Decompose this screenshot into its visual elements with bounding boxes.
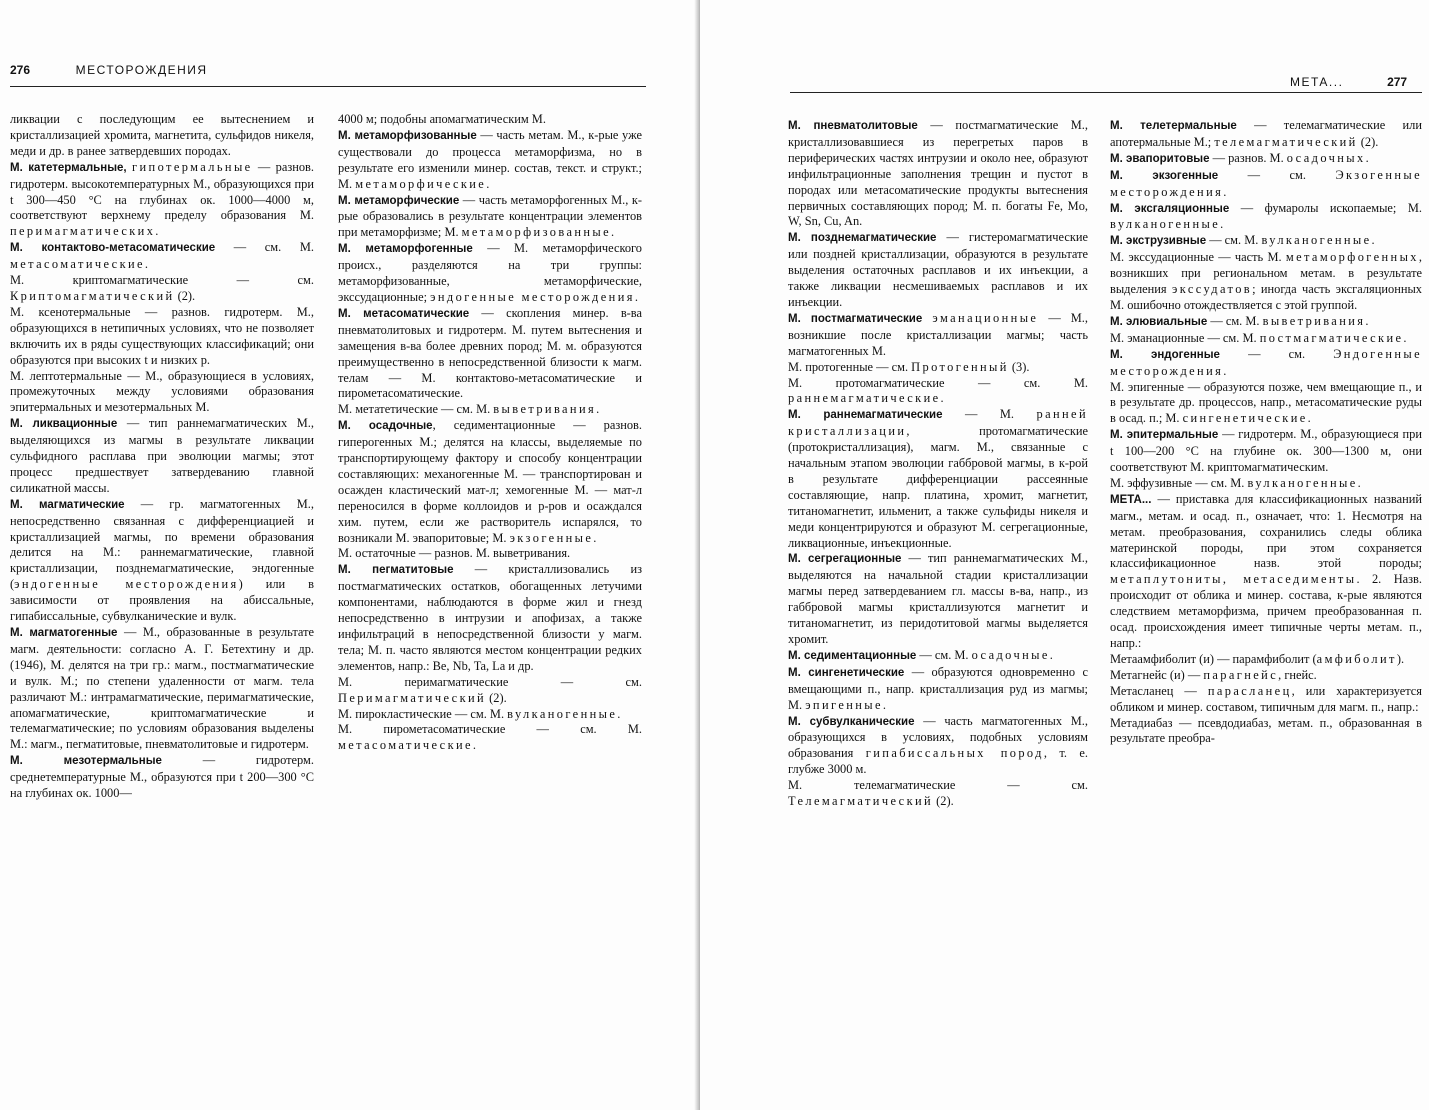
entry-crossref: метасоматические. <box>338 738 479 753</box>
right-page-header <box>1290 74 1407 89</box>
entry-text: — образуются одновременно с вмещающими п., напр. кристаллизация руд из магмы; М. <box>788 664 1088 712</box>
entry-text: — гидротерм. М., образующиеся при t 100—200 °С на глубине ок. 300—1300 м, они соответствуют М. криптомагматическим. <box>1110 427 1422 475</box>
dictionary-entry <box>1110 652 1422 668</box>
dictionary-entry <box>1110 427 1422 476</box>
entry-text: — тип раннемагматических М., выделяющихся из магмы в результате ликвации сульфидного расплава при эволюции магмы; этот процесс предшествует затвердеванию главной силикатной массы. <box>10 416 314 495</box>
entry-text: М. экссудационные — часть М. <box>1110 250 1286 265</box>
entry-crossref: эманационные <box>932 310 1039 325</box>
entry-headword: М. сингенетические <box>788 666 905 679</box>
entry-text: — скопления минер. в-ва пневматолитовых и гидротерм. М. путем вытеснения и замещения в-ва более древних пород; М. м. образуются преимущественно в непосредственной близости к магм. телам — М. контактово-метасоматические и пирометасоматические. <box>338 305 642 401</box>
entry-text: , протомагматические (протокристаллизация), магм. М., связанные с начальным этапом эволюции габбровой магмы, в к-рой в результате дифференциации рассеянные составляющие, напр. платина, хромит, магнетит, титаномагнетит, ильменит, а также сульфиды никеля и меди концентрируются и образуют М. сегрегационные, ликвационные, инъекционные. <box>788 424 1088 550</box>
entry-headword: М. контактово-метасоматические <box>10 242 216 255</box>
entry-text: ; иногда часть эксгаляционных М. ошибочно отождествляется с этой группой. <box>1110 282 1422 312</box>
entry-text: — см. М. <box>1207 313 1263 328</box>
dictionary-entry <box>10 416 314 497</box>
entry-text: , т. е. глубже 3000 м. <box>788 746 1088 777</box>
entry-text: Метасланец — <box>1110 683 1208 698</box>
entry-crossref: выветривания. <box>493 402 602 417</box>
entry-text: М. криптомагматические — см. <box>10 273 314 288</box>
entry-headword: М. позднемагматические <box>788 232 937 245</box>
dictionary-entry <box>1110 380 1422 428</box>
entry-text: М. остаточные — разнов. М. выветривания. <box>338 546 571 561</box>
entry-text: М. перимагматические — см. <box>338 674 642 689</box>
dictionary-entry <box>10 753 314 802</box>
entry-crossref: Перимагматический <box>338 690 487 705</box>
entry-headword: М. ликвационные <box>10 418 118 431</box>
entry-headword: М. метаморфогенные <box>338 243 473 256</box>
entry-headword: МЕТА... <box>1110 493 1152 506</box>
entry-text: 4000 м; подобны апомагматическим М. <box>338 112 546 126</box>
dictionary-entry <box>10 273 314 305</box>
entry-crossref: эпигенные. <box>805 697 889 712</box>
dictionary-entry <box>10 112 314 160</box>
dictionary-entry <box>10 305 314 369</box>
entry-headword: М. эвапоритовые <box>1110 152 1210 165</box>
entry-text: М. метатетические — см. М. <box>338 402 494 417</box>
dictionary-entry <box>338 241 642 306</box>
entry-crossref: раннемагматические. <box>788 391 946 406</box>
entry-text: (2). <box>486 690 507 705</box>
entry-headword: М. магматогенные <box>10 627 118 639</box>
left-column-2 <box>338 112 642 1102</box>
dictionary-entry <box>788 778 1088 810</box>
right-page-number: 277 <box>1387 75 1408 89</box>
entry-crossref: Протогенный <box>911 359 1009 374</box>
entry-text: ) или в зависимости от проявления на абиссальные, гипабиссальные, субвулканические и вулк. <box>10 577 314 624</box>
entry-text: Метаамфиболит (и) — парамфиболит ( <box>1110 651 1317 666</box>
entry-headword: М. метаморфизованные <box>338 129 477 142</box>
entry-crossref: сингенетические. <box>1182 411 1314 426</box>
entry-crossref: метаплутониты, метаседименты <box>1110 572 1357 587</box>
entry-crossref: Криптомагматический <box>10 288 175 303</box>
entry-crossref: Экзогенные месторождения. <box>1110 167 1422 199</box>
entry-crossref: вулканогенные. <box>507 706 623 721</box>
dictionary-entry <box>788 360 1088 376</box>
dictionary-entry <box>1110 668 1422 684</box>
entry-text: ). <box>1396 651 1405 666</box>
entry-text: М. пирокластические — см. М. <box>338 706 508 721</box>
entry-headword: М. субвулканические <box>788 715 915 728</box>
entry-headword: М. мезотермальные <box>10 755 162 768</box>
entry-headword: М. эндогенные <box>1110 348 1220 361</box>
entry-headword: М. раннемагматические <box>788 409 943 422</box>
dictionary-entry <box>1110 347 1422 380</box>
entry-text: — см. М. <box>916 647 972 662</box>
dictionary-entry <box>338 707 642 723</box>
entry-text: Метагнейс (и) — <box>1110 667 1204 682</box>
entry-crossref: метасоматические. <box>10 257 151 272</box>
dictionary-entry <box>788 311 1088 360</box>
entry-text: — М. метаморфического происх., разделяются на три группы: метаморфизованные, метаморфические, экссудационные; <box>338 241 642 304</box>
entry-text: — гистеромагматические или поздней кристаллизации, образуются в результате выделения остаточных расплавов и их инъекции, а также ликвации несмешиваемых расплавов и их инъекции. <box>788 230 1088 309</box>
entry-text: Метадиабаз — псевдодиабаз, метам. п., образованная в результате преобра- <box>1110 715 1422 746</box>
right-column-1 <box>788 118 1088 1102</box>
entry-headword: М. эксгаляционные <box>1110 202 1230 215</box>
entry-crossref: парасланец <box>1207 683 1292 698</box>
dictionary-entry <box>788 551 1088 647</box>
entry-headword: М. магматические <box>10 498 125 511</box>
entry-text: — тип раннемагматических М., выделяются на начальной стадии кристаллизации магмы перед затвердеванием гл. массы в-ва, напр., из габбровой магмы кристаллизуются магнетит и титаномагнетит, из перидотитовой магмы выделяется хромит. <box>788 551 1088 646</box>
entry-text: М. телемагматические — см. <box>788 778 1088 793</box>
entry-crossref: постмагматические. <box>1259 330 1409 345</box>
entry-text: (3). <box>1008 359 1030 374</box>
entry-headword: М. эпитермальные <box>1110 429 1219 442</box>
entry-headword: М. телетермальные <box>1110 120 1237 132</box>
entry-text: — М. <box>942 407 1037 422</box>
entry-crossref: вулканогенные. <box>1247 475 1364 490</box>
entry-text: М. протомагматические — см. М. <box>788 375 1088 390</box>
dictionary-entry <box>1110 476 1422 492</box>
dictionary-entry <box>1110 684 1422 716</box>
dictionary-entry <box>1110 151 1422 168</box>
entry-text: — см. <box>1218 167 1336 182</box>
entry-crossref: эндогенные месторождения <box>14 577 239 592</box>
entry-text: — см. <box>1219 346 1334 361</box>
entry-crossref: экзогенные. <box>509 530 599 545</box>
entry-text: М. пирометасоматические — см. М. <box>338 722 642 737</box>
dictionary-entry <box>788 376 1088 408</box>
entry-text: — гидротерм. среднетемпературные М., образуются при t 200—300 °С на глубинах ок. 1000— <box>10 753 314 801</box>
entry-crossref: метаморфогенных <box>1285 250 1419 265</box>
entry-headword: М. катетермальные, <box>10 161 133 174</box>
entry-text: — М., образованные в результате магм. деятельности: согласно А. Г. Бетехтину и др. (1946), М. делятся на три гр.: магм., постмагматические и вулк. М.; по степени удаленности от магм. тела различают М.: интрамагматические, перимагматические, апомагматические, криптомагматические и телемагматические; по условиям образования выделены М.: магм., пегматитовые, пневматолитовые и гидротерм. <box>10 625 314 752</box>
dictionary-entry <box>1110 331 1422 347</box>
entry-headword: М. постмагматические <box>788 312 933 325</box>
dictionary-entry <box>1110 201 1422 234</box>
entry-text: М. эпигенные — образуются позже, чем вмещающие п., и в результате др. процессов, напр., метасоматические руды в осад. п.; М. <box>1110 379 1422 426</box>
entry-crossref: амфиболит <box>1316 651 1397 666</box>
entry-crossref: Телемагматический <box>788 794 934 809</box>
entry-crossref: гипотермальные <box>132 159 253 174</box>
left-page-header <box>10 62 208 77</box>
entry-headword: М. осадочные <box>338 420 433 433</box>
dictionary-entry <box>788 648 1088 665</box>
dictionary-entry <box>338 546 642 562</box>
entry-text: — разнов. М. <box>1209 150 1287 165</box>
right-page <box>700 0 1429 1110</box>
entry-crossref: гипабиссальных пород <box>865 746 1044 761</box>
dictionary-entry <box>1110 118 1422 151</box>
dictionary-entry <box>788 665 1088 714</box>
entry-text: , седиментационные — разнов. гиперогенных М.; делятся на классы, выделяемые по транспортирующему фактору и способу концентрации составляющих: механогенные М. — транспортирован и осажден кластический мат-л; хемогенные М. — мат-л переносился в форме коллоидов и р-ров и осаждался хим. путем, если же растворитель испарялся, то возникали М. эвапоритовые; М. <box>338 418 642 545</box>
entry-text: ликвации с последующим ее вытеснением и кристаллизацией хромита, магнетита, сульфидов никеля, меди и др. в ранее затвердевших породах. <box>10 112 314 158</box>
dictionary-entry <box>338 418 642 546</box>
left-running-title: МЕСТОРОЖДЕНИЯ <box>75 63 208 77</box>
entry-crossref: эндогенные месторождения. <box>430 289 641 304</box>
entry-crossref: метаморфизованные. <box>461 225 617 240</box>
dictionary-entry <box>338 402 642 418</box>
entry-text: М. протогенные — см. <box>788 359 912 374</box>
entry-text: — см. М. <box>1206 233 1262 248</box>
entry-crossref: парагнейс <box>1203 667 1279 682</box>
entry-headword: М. метасоматические <box>338 307 470 320</box>
entry-headword: М. экзогенные <box>1110 169 1219 182</box>
entry-text: (2). <box>174 288 196 303</box>
entry-headword: М. метаморфические <box>338 194 460 207</box>
entry-crossref: осадочные. <box>971 647 1056 662</box>
entry-text: — кристаллизовались из постмагматических остатков, обогащенных летучими компонентами, наблюдаются в форме жил и гнезд непосредственно в интрузии и апофизах, а также инфильтраций в непосредственной близости у магм. тела; М. п. часто являются местом концентрации редких элементов, напр.: Be, Nb, Ta, La и др. <box>338 562 642 673</box>
dictionary-entry <box>788 714 1088 779</box>
entry-crossref: выветривания. <box>1262 313 1371 328</box>
entry-text: — фумаролы ископаемые; М. <box>1229 200 1422 215</box>
dictionary-entry <box>338 193 642 242</box>
entry-text: (2). <box>933 794 954 809</box>
entry-headword: М. седиментационные <box>788 649 917 662</box>
entry-crossref: Эндогенные месторождения. <box>1110 346 1422 378</box>
entry-headword: М. пневматолитовые <box>788 120 918 132</box>
entry-crossref: метаморфические. <box>355 176 492 191</box>
left-page <box>0 0 700 1110</box>
dictionary-entry <box>338 562 642 674</box>
entry-crossref: осадочных. <box>1286 150 1372 165</box>
dictionary-entry <box>338 128 642 193</box>
entry-crossref: вулканогенные. <box>1261 233 1378 248</box>
right-column-2 <box>1110 118 1422 1102</box>
right-running-title: МЕТА... <box>1290 75 1344 89</box>
left-page-number: 276 <box>10 63 31 77</box>
dictionary-entry <box>10 497 314 625</box>
entry-crossref: экссудатов <box>1172 282 1253 297</box>
dictionary-entry <box>338 112 642 128</box>
entry-text: — приставка для классификационных названий магм., метам. и осад. п., означает, что: 1. Несмотря на метам. преобразования, сохранились следы облика материнской породы, при этом сохраняется классификационное назв. этой породы; <box>1110 491 1422 571</box>
entry-text: — часть метаморфогенных М., к-рые образовались в результате концентрации элементов при метаморфизме; М. <box>338 192 642 240</box>
entry-text: М. эманационные — см. М. <box>1110 330 1260 345</box>
entry-text: М. ксенотермальные — разнов. гидротерм. М., образующихся в нетипичных условиях, что не позволяет включить их в ряды существующих классификаций; они образуются при высоких t и низких p. <box>10 304 314 367</box>
entry-text: — телемагматические или апотермальные М.; <box>1110 118 1422 149</box>
dictionary-entry <box>338 675 642 707</box>
entry-text: — см. М. <box>215 240 314 255</box>
entry-headword: М. элювиальные <box>1110 315 1208 328</box>
entry-text: (2). <box>1357 134 1379 149</box>
entry-crossref: вулканогенные. <box>1110 217 1226 232</box>
entry-headword: М. экструзивные <box>1110 235 1207 248</box>
dictionary-entry <box>10 369 314 417</box>
dictionary-entry <box>788 118 1088 230</box>
entry-text: — разнов. гидротерм. высокотемпературных М., образующихся при t 300—450 °С на глубинах ок. 1000—4000 м, соответствуют верхнему пределу образования М. <box>10 159 314 223</box>
dictionary-entry <box>1110 716 1422 748</box>
entry-text: . 2. Назв. происходит от облика и минер. состава, к-рые являются следствием метаморфизма, причем преобразованная п. осад. происхождения имеет типичные черты метам. п., напр.: <box>1110 572 1422 650</box>
left-column-1 <box>10 112 314 1102</box>
entry-text: — часть метам. М., к-рые уже существовали до процесса метаморфизма, но в результате его изменили минер. состав, текст. и структ.; М. <box>338 127 642 191</box>
entry-crossref: перимагматических. <box>10 224 161 239</box>
dictionary-entry <box>10 160 314 241</box>
entry-text: — М., возникшие после кристаллизации магмы; часть магматогенных М. <box>788 310 1088 358</box>
dictionary-entry <box>788 407 1088 551</box>
dictionary-entry <box>10 240 314 273</box>
entry-text: М. лептотермальные — М., образующиеся в условиях, промежуточных между условиями образования эпитермальных и мезотермальных М. <box>10 368 314 415</box>
dictionary-entry <box>788 230 1088 311</box>
entry-headword: М. сегрегационные <box>788 553 902 566</box>
entry-crossref: ранней кристаллизации <box>788 407 1088 439</box>
entry-headword: М. пегматитовые <box>338 564 454 577</box>
dictionary-entry <box>1110 250 1422 314</box>
right-header-rule <box>790 92 1422 93</box>
dictionary-entry <box>1110 314 1422 331</box>
entry-text: , возникших при региональном метам. в результате выделения <box>1110 250 1422 297</box>
entry-text: — гр. магматогенных М., непосредственно связанная с дифференциацией и кристаллизацией магмы, по времени образования делится на М.: раннемагматические, главной кристаллизации, позднемагматические, эндогенные ( <box>10 496 314 592</box>
entry-text: — часть магматогенных М., образующихся в условиях, подобных условиям образования <box>788 713 1088 761</box>
dictionary-entry <box>338 722 642 754</box>
entry-crossref: телемагматический <box>1214 134 1358 149</box>
entry-text: — постмагматические М., кристаллизовавшиеся из перегретых паров в периферических частях интрузии и около нее, образуют инфильтрационные заполнения трещин и пустот в породах или метасоматические продукты вытеснения первичных составляющих пород; М. п. богаты Fe, Mo, W, Sn, Cu, An. <box>788 118 1088 229</box>
dictionary-entry <box>338 306 642 402</box>
dictionary-entry <box>1110 168 1422 201</box>
left-header-rule <box>10 86 646 87</box>
dictionary-entry <box>10 625 314 753</box>
entry-text: , гнейс. <box>1278 667 1317 682</box>
dictionary-entry <box>1110 492 1422 652</box>
entry-text: , или характеризуется обликом и минер. составом, типичным для магм. п., напр.: <box>1110 683 1422 714</box>
entry-text: М. эффузивные — см. М. <box>1110 475 1248 490</box>
dictionary-entry <box>1110 233 1422 250</box>
